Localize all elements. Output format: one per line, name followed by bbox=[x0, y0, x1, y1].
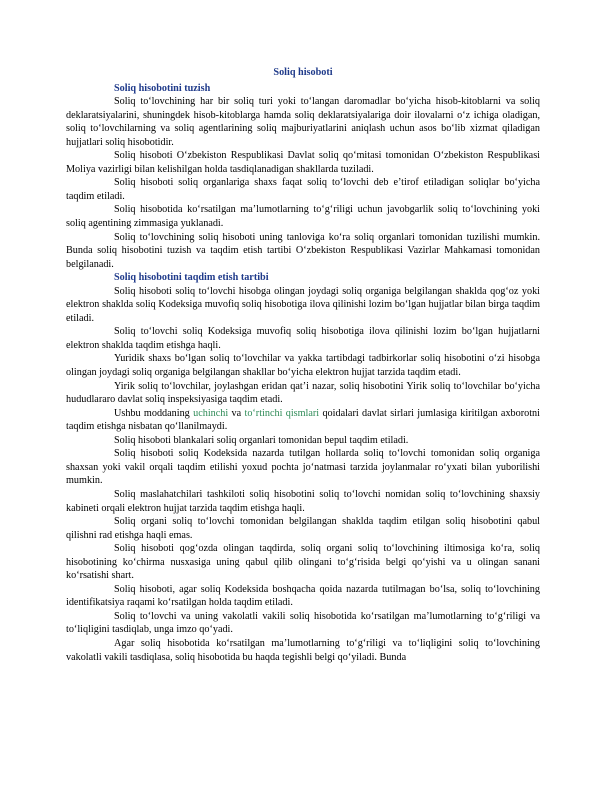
paragraph: Soliq to‘lovchining soliq hisoboti uning tanloviga ko‘ra soliq organlari tomonidan tuzilishi mumkin. Bunda soliq hisobotini tuzish va taqdim etish tartibi O‘zbekiston Respublikasi Vazirlar Mahkamasi tomonidan belgilanadi. bbox=[66, 231, 540, 270]
link-third-part[interactable]: uchinchi bbox=[193, 407, 229, 419]
paragraph: Soliq organi soliq to‘lovchi tomonidan belgilangan shaklda taqdim etilgan soliq hisobotini qabul qilishni rad etishga haqli emas. bbox=[66, 516, 540, 541]
paragraph: Soliq hisoboti, agar soliq Kodeksida boshqacha qoida nazarda tutilmagan bo‘lsa, soliq to‘lovchining identifikatsiya raqami ko‘rsatilgan holda taqdim etiladi. bbox=[66, 583, 540, 609]
paragraph: Soliq maslahatchilari tashkiloti soliq hisobotini soliq to‘lovchi nomidan soliq to‘lovchining shaxsiy kabineti orqali elektron hujjat tarzida taqdim etishga haqli. bbox=[66, 488, 540, 514]
paragraph: Soliq to‘lovchi va uning vakolatli vakili soliq hisobotida ko‘rsatilgan ma’lumotlarning to‘g‘riligi va to‘liqligini tasdiqlab, unga imzo qo‘yadi. bbox=[66, 610, 540, 636]
paragraph: Soliq hisoboti blankalari soliq organlari tomonidan bepul taqdim etiladi. bbox=[114, 434, 409, 446]
paragraph: Yuridik shaxs bo‘lgan soliq to‘lovchilar va yakka tartibdagi tadbirkorlar soliq hisobotini o‘zi hisobga olingan joydagi soliq organiga belgilangan shakllar bo‘yicha elektron hujjat tarzida taqdim etadi. bbox=[66, 353, 540, 379]
paragraph: Soliq hisoboti qog‘ozda olingan taqdirda, soliq organi soliq to‘lovchining iltimosiga ko‘ra, soliq hisobotining ko‘chirma nusxasiga uning qabul qilib olingani to‘g‘risida belgi qo‘yishi va u olingan sanani ko‘rsatishi shart. bbox=[66, 543, 540, 582]
paragraph: Soliq hisoboti soliq Kodeksida nazarda tutilgan hollarda soliq to‘lovchi tomonidan soliq organiga shaxsan yoki vakil orqali taqdim etilishi yoxud pochta jo‘natmasi tarzida joylanmalar ro‘yxati bilan yuborilishi mumkin. bbox=[66, 448, 540, 487]
section-heading-preparation: Soliq hisobotini tuzish bbox=[114, 82, 211, 94]
document-page bbox=[66, 66, 540, 664]
document-title: Soliq hisoboti bbox=[273, 67, 333, 78]
link-fourth-parts[interactable]: to‘rtinchi qismlari bbox=[244, 407, 320, 419]
paragraph-text: va bbox=[228, 407, 245, 419]
paragraph: Soliq hisoboti soliq organlariga shaxs faqat soliq to‘lovchi deb e’tirof etiladigan soliqlar bo‘yicha taqdim etiladi. bbox=[66, 177, 540, 202]
paragraph-text: Ushbu moddaning bbox=[114, 407, 194, 419]
section-heading-submission: Soliq hisobotini taqdim etish tartibi bbox=[114, 272, 269, 284]
paragraph: Agar soliq hisobotida ko‘rsatilgan ma’lumotlarning to‘g‘riligi va to‘liqligini soliq to‘lovchining vakolatli vakili tasdiqlasa, soliq hisobotida bu haqda tegishli belgi qo‘yiladi. Bunda bbox=[66, 637, 540, 663]
paragraph: Yirik soliq to‘lovchilar, joylashgan eridan qat’i nazar, soliq hisobotini Yirik soliq to‘lovchilar bo‘yicha hududlararo davlat soliq inspeksiyasiga taqdim etadi. bbox=[66, 380, 540, 406]
paragraph: Soliq hisobotida ko‘rsatilgan ma’lumotlarning to‘g‘riligi uchun javobgarlik soliq to‘lovchining yoki soliq agentining zimmasiga yuklanadi. bbox=[66, 204, 540, 230]
paragraph-with-links bbox=[66, 407, 540, 434]
paragraph: Soliq to‘lovchining har bir soliq turi yoki to‘langan daromadlar bo‘yicha hisob-kitoblarni va soliq deklaratsiyalarini, shuningdek hisob-kitoblarga hamda soliq deklaratsiyalariga doir ilovalarni o‘z ichiga oladigan, soliq to‘lovchilarning va soliq agentlarining soliq majburiyatlarini aniqlash uchun asos bo‘lib xizmat qiladigan hujjatlari soliq hisobotidir. bbox=[66, 96, 540, 148]
paragraph-text: qoidalari davlat sirlari jumlasiga kiritilgan axborotni taqdim etishga nisbatan qo‘llanilmaydi. bbox=[66, 407, 540, 433]
paragraph: Soliq to‘lovchi soliq Kodeksiga muvofiq soliq hisobotiga ilova qilinishi lozim bo‘lgan hujjatlarni elektron shaklda taqdim etishga haqli. bbox=[66, 326, 540, 351]
paragraph: Soliq hisoboti O‘zbekiston Respublikasi Davlat soliq qo‘mitasi tomonidan O‘zbekiston Respublikasi Moliya vazirligi bilan kelishilgan holda tasdiqlanadigan shakllarda tuziladi. bbox=[66, 150, 540, 175]
paragraph: Soliq hisoboti soliq to‘lovchi hisobga olingan joydagi soliq organiga belgilangan shaklda qog‘oz yoki elektron shaklda soliq Kodeksiga muvofiq soliq hisobotiga ilova qilinishi lozim bo‘lgan hujjatlar bilan birga taqdim etiladi. bbox=[66, 285, 540, 324]
